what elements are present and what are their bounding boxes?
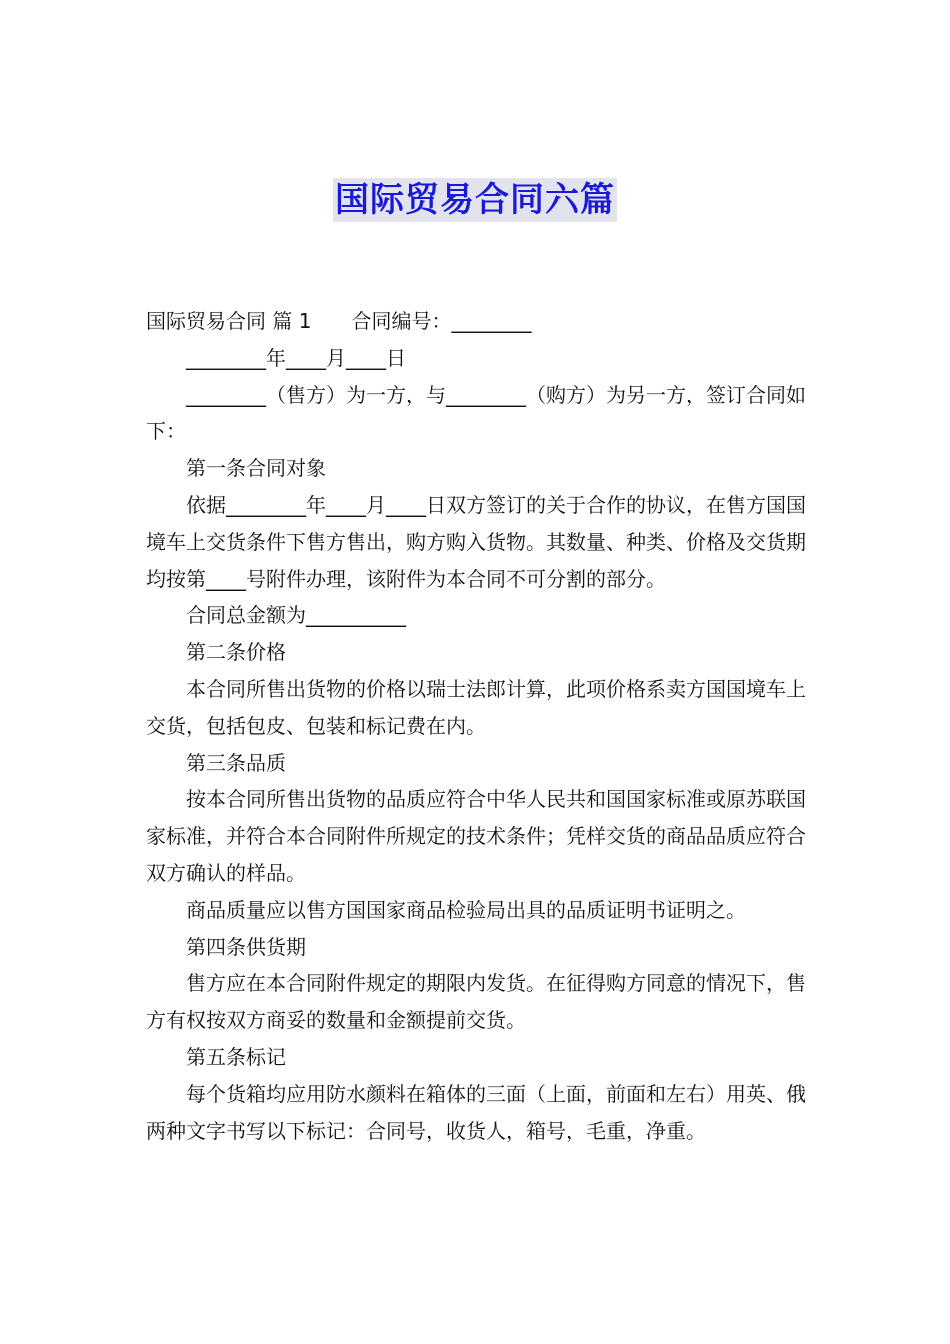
article-3-text-2: 商品质量应以售方国国家商品检验局出具的品质证明书证明之。 [186,897,746,922]
total-amount: 合同总金额为__________ [186,603,406,628]
article-4-text: 售方应在本合同附件规定的期限内发货。在征得购方同意的情况下，售方有权按双方商妥的数量和金额提前交货。 [146,971,806,1033]
article-2-text: 本合同所售出货物的价格以瑞士法郎计算，此项价格系卖方国国境车上交货，包括包皮、包装和标记费在内。 [146,676,806,738]
paragraph-date: ________年____月____日 [186,345,406,370]
article-5-heading: 第五条标记 [186,1044,286,1069]
paragraph-parties: ________（售方）为一方，与________（购方）为另一方，签订合同如下： [146,382,806,444]
article-1-text: 依据________年____月____日双方签订的关于合作的协议，在售方国国境车上交货条件下售方售出，购方购入货物。其数量、种类、价格及交货期均按第____号附件办理，该附件为本合同不可分割的部分。 [146,492,806,591]
article-1-heading: 第一条合同对象 [186,456,326,481]
contract-heading: 国际贸易合同 篇 1 [146,309,312,333]
article-4-heading: 第四条供货期 [186,934,306,959]
document-body [146,303,806,1149]
title-block [0,178,950,222]
article-2-heading: 第二条价格 [186,640,286,665]
article-3-heading: 第三条品质 [186,750,286,775]
contract-header-line [146,303,806,340]
article-5-text: 每个货箱均应用防水颜料在箱体的三面（上面，前面和左右）用英、俄两种文字书写以下标记：合同号，收货人，箱号，毛重，净重。 [146,1081,806,1143]
document-title: 国际贸易合同六篇 [335,180,615,220]
contract-number: 合同编号：________ [351,309,532,333]
article-3-text: 按本合同所售出货物的品质应符合中华人民共和国国家标准或原苏联国家标准，并符合本合同附件所规定的技术条件；凭样交货的商品品质应符合双方确认的样品。 [146,787,806,885]
